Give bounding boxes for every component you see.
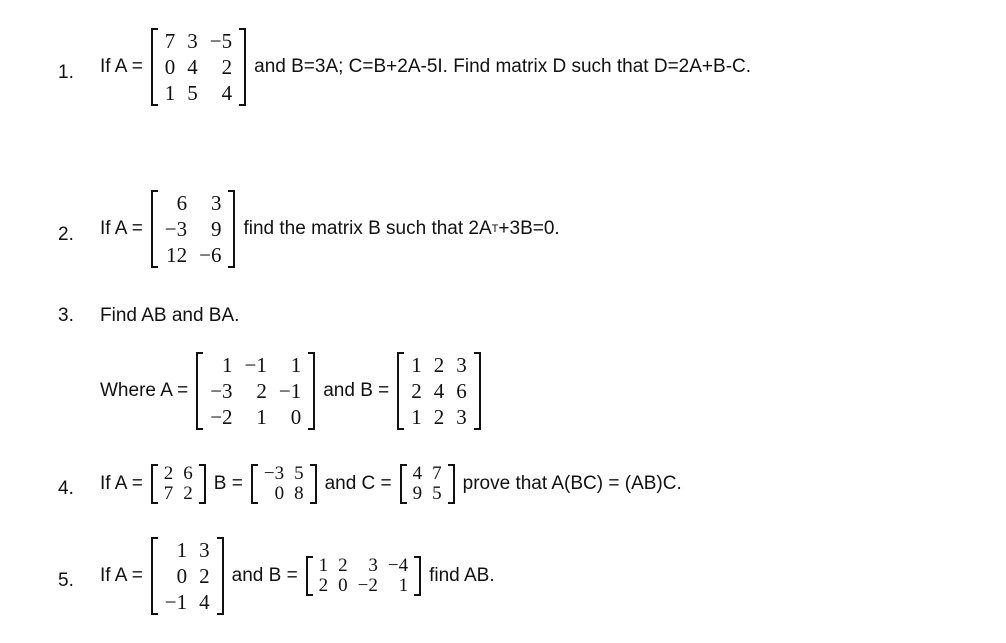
matrix-entry: 2 xyxy=(411,379,422,403)
matrix-entry: 0 xyxy=(290,405,302,429)
matrix-entry: 3 xyxy=(187,29,198,53)
matrix-entry: 0 xyxy=(338,575,348,596)
matrix-a xyxy=(196,352,315,430)
matrix-entry: −1 xyxy=(164,590,188,614)
matrix-table xyxy=(159,464,198,504)
problem-4-line xyxy=(100,464,682,504)
matrix-entry: 0 xyxy=(164,55,176,79)
problem-number: 3. xyxy=(58,305,74,326)
matrix-row xyxy=(159,537,216,563)
problem-1-line xyxy=(100,28,751,106)
matrix-entry: 1 xyxy=(398,575,409,596)
matrix-row xyxy=(159,563,216,589)
matrix-entry: 5 xyxy=(432,483,442,504)
matrix-row xyxy=(405,378,473,404)
matrix-entry: 7 xyxy=(432,463,442,484)
matrix-b xyxy=(306,556,421,596)
matrix-entry: 1 xyxy=(222,353,233,377)
matrix-row xyxy=(159,484,198,504)
problem-number: 2. xyxy=(58,224,74,245)
matrix-entry: 4 xyxy=(187,55,198,79)
matrix-entry: 1 xyxy=(318,555,329,576)
matrix-a xyxy=(151,537,224,615)
matrix-row xyxy=(408,484,447,504)
matrix-row xyxy=(204,352,307,378)
matrix-a xyxy=(151,464,206,504)
matrix-entry: 1 xyxy=(290,353,302,377)
matrix-row xyxy=(204,378,307,404)
matrix-row xyxy=(159,54,238,80)
matrix-row xyxy=(405,404,473,430)
matrix-table xyxy=(314,556,413,596)
matrix-a xyxy=(151,28,246,106)
matrix-entry: 1 xyxy=(164,81,176,105)
matrix-entry: 2 xyxy=(256,379,267,403)
matrix-entry: 7 xyxy=(164,29,176,53)
and-label: and B = xyxy=(231,565,298,586)
lhs-label: If A = xyxy=(100,473,143,494)
matrix-entry: −1 xyxy=(244,353,267,377)
matrix-entry: 4 xyxy=(199,590,210,614)
matrix-row xyxy=(159,190,228,216)
matrix-entry: 6 xyxy=(456,379,467,403)
matrix-row xyxy=(159,589,216,615)
matrix-entry: 2 xyxy=(221,55,233,79)
matrix-table xyxy=(405,352,473,430)
matrix-row xyxy=(259,484,309,504)
matrix-entry: 2 xyxy=(163,463,174,484)
problem-2-line xyxy=(100,190,560,268)
matrix-entry: −5 xyxy=(209,29,233,53)
problem-heading: Find AB and BA. xyxy=(100,305,240,326)
matrix-row xyxy=(204,404,307,430)
matrix-entry: 9 xyxy=(210,217,222,241)
where-label: Where A = xyxy=(100,380,189,401)
matrix-row xyxy=(408,464,447,484)
matrix-entry: 2 xyxy=(318,575,329,596)
matrix-row xyxy=(159,216,228,242)
matrix-row xyxy=(159,242,228,268)
matrix-entry: 12 xyxy=(166,243,188,267)
matrix-entry: 3 xyxy=(456,353,467,377)
matrix-entry: 1 xyxy=(411,353,422,377)
matrix-entry: 1 xyxy=(256,405,267,429)
matrix-row xyxy=(159,464,198,484)
problem-text: find AB. xyxy=(429,565,495,586)
matrix-row xyxy=(159,80,238,106)
c-label: and C = xyxy=(324,473,392,494)
matrix-entry: 6 xyxy=(176,191,188,215)
matrix-entry: 6 xyxy=(183,463,193,484)
problem-text-before: find the matrix B such that 2A xyxy=(243,218,492,239)
matrix-entry: −6 xyxy=(199,243,222,267)
matrix-row xyxy=(405,352,473,378)
matrix-entry: 3 xyxy=(210,191,222,215)
matrix-table xyxy=(408,464,447,504)
matrix-entry: 4 xyxy=(433,379,445,403)
matrix-entry: 2 xyxy=(433,405,445,429)
problem-text: and B=3A; C=B+2A-5I. Find matrix D such that D=2A+B-C. xyxy=(254,56,752,77)
matrix-entry: −3 xyxy=(210,379,233,403)
matrix-entry: 2 xyxy=(199,564,210,588)
matrix-entry: 3 xyxy=(456,405,467,429)
matrix-table xyxy=(204,352,307,430)
matrix-entry: 8 xyxy=(294,483,304,504)
problem-3-line xyxy=(100,352,489,430)
matrix-row xyxy=(159,28,238,54)
matrix-entry: 0 xyxy=(176,564,188,588)
problem-text-after: +3B=0. xyxy=(498,218,560,239)
lhs-label: If A = xyxy=(100,218,143,239)
matrix-entry: 4 xyxy=(412,463,423,484)
matrix-b xyxy=(251,464,317,504)
problem-number: 1. xyxy=(58,62,74,83)
b-label: B = xyxy=(213,473,243,494)
matrix-row xyxy=(314,556,413,576)
matrix-entry: 7 xyxy=(163,483,174,504)
matrix-entry: −2 xyxy=(357,575,378,596)
problem-text: prove that A(BC) = (AB)C. xyxy=(462,473,682,494)
matrix-entry: 9 xyxy=(412,483,423,504)
matrix-a xyxy=(151,190,236,268)
matrix-entry: −3 xyxy=(263,463,285,484)
matrix-entry: 1 xyxy=(411,405,422,429)
transpose-superscript: T xyxy=(491,223,499,235)
matrix-entry: 4 xyxy=(221,81,233,105)
matrix-table xyxy=(159,28,238,106)
matrix-row xyxy=(314,576,413,596)
problem-number: 4. xyxy=(58,478,74,499)
matrix-table xyxy=(259,464,309,504)
matrix-row xyxy=(259,464,309,484)
matrix-entry: −3 xyxy=(164,217,188,241)
matrix-c xyxy=(400,464,455,504)
matrix-entry: 2 xyxy=(433,353,445,377)
matrix-table xyxy=(159,190,228,268)
matrix-entry: −4 xyxy=(387,555,409,576)
matrix-b xyxy=(397,352,481,430)
matrix-entry: 5 xyxy=(187,81,198,105)
matrix-entry: 1 xyxy=(176,538,188,562)
matrix-entry: 3 xyxy=(368,555,378,576)
matrix-entry: 3 xyxy=(199,538,210,562)
matrix-entry: −1 xyxy=(278,379,302,403)
lhs-label: If A = xyxy=(100,56,143,77)
matrix-entry: 0 xyxy=(274,483,285,504)
problem-5-line xyxy=(100,537,495,615)
lhs-label: If A = xyxy=(100,565,143,586)
matrix-table xyxy=(159,537,216,615)
matrix-entry: 2 xyxy=(338,555,348,576)
and-label: and B = xyxy=(323,380,390,401)
problem-number: 5. xyxy=(58,570,74,591)
matrix-entry: 2 xyxy=(183,483,193,504)
matrix-entry: 5 xyxy=(294,463,304,484)
matrix-entry: −2 xyxy=(210,405,233,429)
